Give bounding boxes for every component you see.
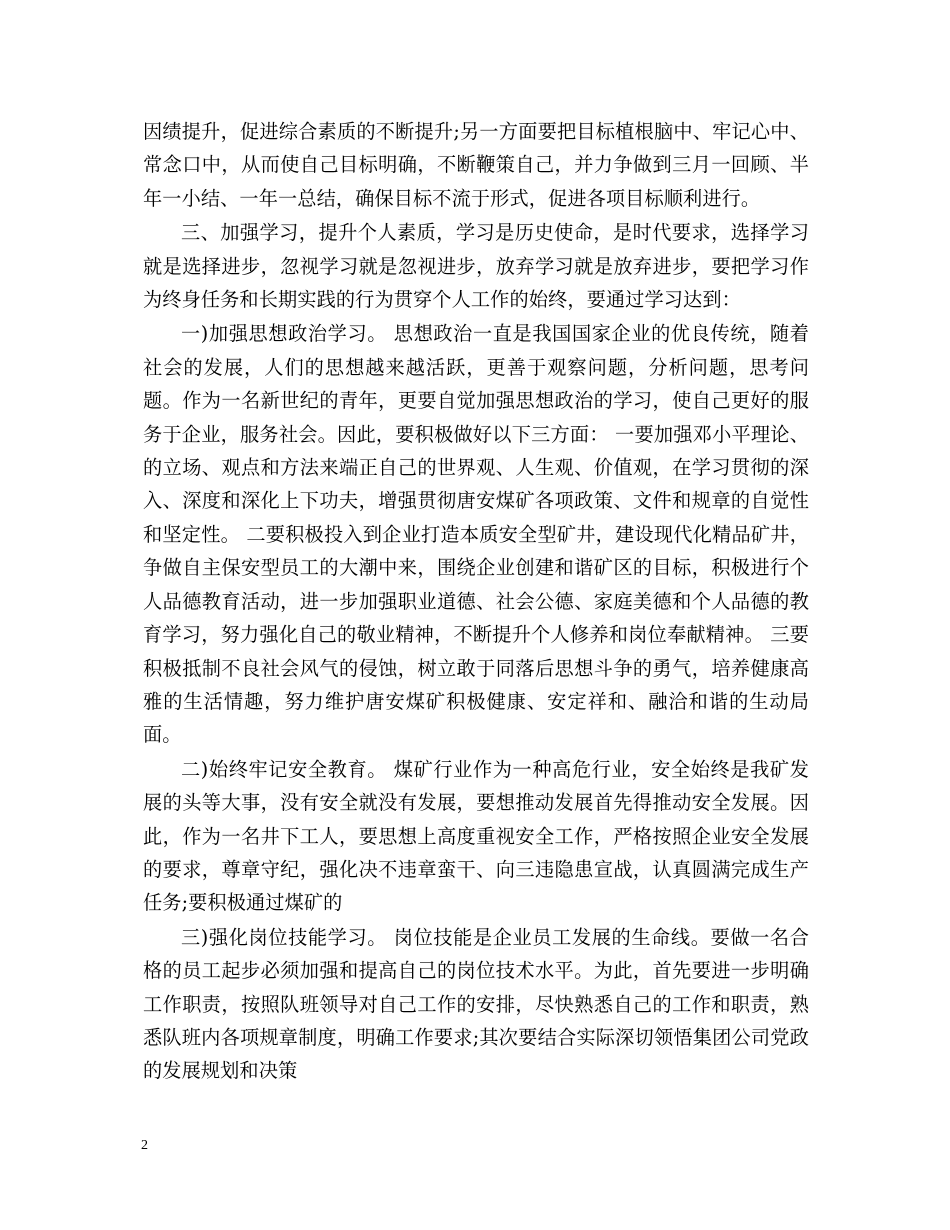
paragraph-continuation: 因绩提升，促进综合素质的不断提升;另一方面要把目标植根脑中、牢记心中、常念口中，从而使自己目标明确，不断鞭策自己，并力争做到三月一回顾、半年一小结、一年一总结，确保目标不流于形式，促进各项目标顺利进行。: [143, 120, 809, 210]
paragraph-section-three: 三、加强学习，提升个人素质，学习是历史使命，是时代要求，选择学习就是选择进步，忽视学习就是忽视进步，放弃学习就是放弃进步，要把学习作为终身任务和长期实践的行为贯穿个人工作的始终，要通过学习达到：: [143, 221, 809, 312]
paragraph-safety-education: 二)始终牢记安全教育。 煤矿行业作为一种高危行业，安全始终是我矿发展的头等大事，没有安全就没有发展，要想推动发展首先得推动安全发展。因此，作为一名井下工人，要思想上高度重视安全工作，严格按照企业安全发展的要求，尊章守纪，强化决不违章蛮干、向三违隐患宣战，认真圆满完成生产任务;要积极通过煤矿的: [143, 757, 809, 915]
page-number: 2: [141, 1138, 148, 1153]
paragraph-political-study: 一)加强思想政治学习。 思想政治一直是我国国家企业的优良传统，随着社会的发展，人们的思想越来越活跃，更善于观察问题，分析问题，思考问题。作为一名新世纪的青年，更要自觉加强思想政治的学习，使自己更好的服务于企业，服务社会。因此，要积极做好以下三方面： 一要加强邓小平理论、的立场、观点和方法来端正自己的世界观、人生观、价值观，在学习贯彻的深入、深度和深化上下功夫，增强贯彻唐安煤矿各项政策、文件和规章的自觉性和坚定性。 二要积极投入到企业打造本质安全型矿井，建设现代化精品矿井，争做自主保安型员工的大潮中来，围绕企业创建和谐矿区的目标，积极进行个人品德教育活动，进一步加强职业道德、社会公德、家庭美德和个人品德的教育学习，努力强化自己的敬业精神，不断提升个人修养和岗位奉献精神。 三要积极抵制不良社会风气的侵蚀，树立敢于同落后思想斗争的勇气，培养健康高雅的生活情趣，努力维护唐安煤矿积极健康、安定祥和、融洽和谐的生动局面。: [143, 322, 809, 747]
paragraph-skill-study: 三)强化岗位技能学习。 岗位技能是企业员工发展的生命线。要做一名合格的员工起步必须加强和提高自己的岗位技术水平。为此，首先要进一步明确工作职责，按照队班领导对自己工作的安排，尽快熟悉自己的工作和职责，熟悉队班内各项规章制度，明确工作要求;其次要结合实际深切领悟集团公司党政的发展规划和决策: [143, 925, 809, 1083]
document-body: [143, 115, 809, 1089]
